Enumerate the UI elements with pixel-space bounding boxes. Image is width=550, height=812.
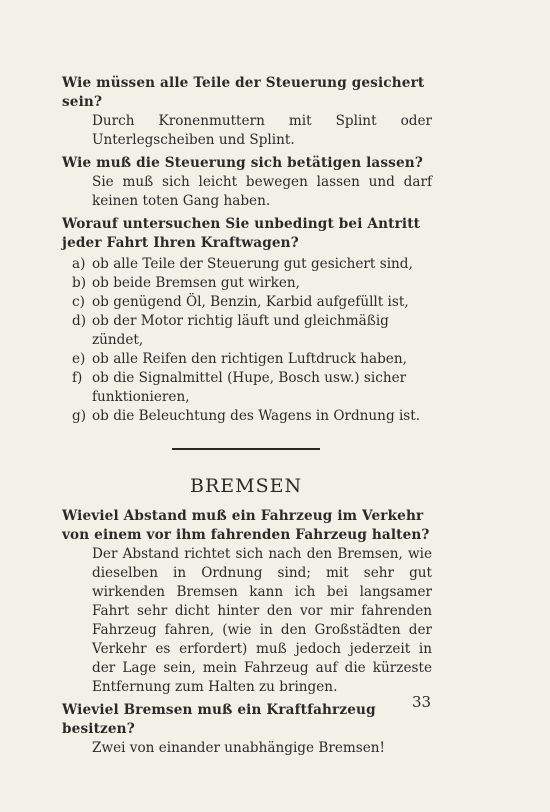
list-letter: c) bbox=[72, 294, 85, 310]
question-number-of-brakes: Wieviel Bremsen muß ein Kraftfahrzeug besitzen? bbox=[62, 702, 376, 737]
section-divider bbox=[172, 448, 320, 450]
list-letter: d) bbox=[72, 313, 87, 329]
list-text: ob alle Reifen den richtigen Luftdruck haben, bbox=[92, 351, 407, 367]
question-following-distance: Wieviel Abstand muß ein Fahrzeug im Verkehr von einem vor ihm fahrenden Fahrzeug halten? bbox=[62, 508, 430, 543]
section-title: BREMSEN bbox=[190, 475, 303, 497]
list-letter: b) bbox=[72, 275, 87, 291]
list-letter: f) bbox=[72, 370, 83, 386]
answer-number-of-brakes: Zwei von einander unabhängige Bremsen! bbox=[92, 740, 386, 756]
list-text: ob die Signalmittel (Hupe, Bosch usw.) sicher funktionieren, bbox=[92, 370, 407, 405]
list-item bbox=[72, 407, 428, 426]
list-item bbox=[72, 369, 428, 407]
pre-drive-checklist bbox=[72, 255, 428, 426]
list-text: ob genügend Öl, Benzin, Karbid aufgefüllt ist, bbox=[92, 294, 409, 310]
list-item bbox=[72, 255, 428, 274]
list-letter: e) bbox=[72, 351, 86, 367]
answer-following-distance: Der Abstand richtet sich nach den Bremsen, wie dieselben in Ordnung sind; mit sehr gut wirkenden Bremsen kann ich bei langsamer Fahrt sehr dicht hinter den vor mir fahrenden Fahrzeug fahren, (wie in den Großstädten der Verkehr es erfordert) muß jedoch jederzeit in der Lage sein, mein Fahrzeug auf die kürzeste Entfernung zum Halten zu bringen. bbox=[92, 546, 432, 695]
list-item bbox=[72, 312, 428, 350]
list-text: ob die Beleuchtung des Wagens in Ordnung ist. bbox=[92, 408, 421, 424]
list-letter: g) bbox=[72, 408, 87, 424]
list-letter: a) bbox=[72, 256, 86, 272]
question-pre-drive-check: Worauf untersuchen Sie unbedingt bei Antritt jeder Fahrt Ihren Kraftwagen? bbox=[62, 216, 421, 251]
list-text: ob alle Teile der Steuerung gut gesichert sind, bbox=[92, 256, 413, 272]
list-item bbox=[72, 350, 428, 369]
list-text: ob beide Bremsen gut wirken, bbox=[92, 275, 300, 291]
question-steering-operation: Wie muß die Steuerung sich betätigen lassen? bbox=[62, 155, 423, 171]
answer-steering-operation: Sie muß sich leicht bewegen lassen und darf keinen toten Gang haben. bbox=[92, 174, 432, 209]
page-number: 33 bbox=[412, 693, 432, 711]
question-steering-secured: Wie müssen alle Teile der Steuerung gesichert sein? bbox=[62, 75, 425, 110]
list-item bbox=[72, 274, 428, 293]
list-text: ob der Motor richtig läuft und gleichmäßig zündet, bbox=[92, 313, 389, 348]
list-item bbox=[72, 293, 428, 312]
answer-steering-secured: Durch Kronenmuttern mit Splint oder Unterlegscheiben und Splint. bbox=[92, 113, 432, 148]
